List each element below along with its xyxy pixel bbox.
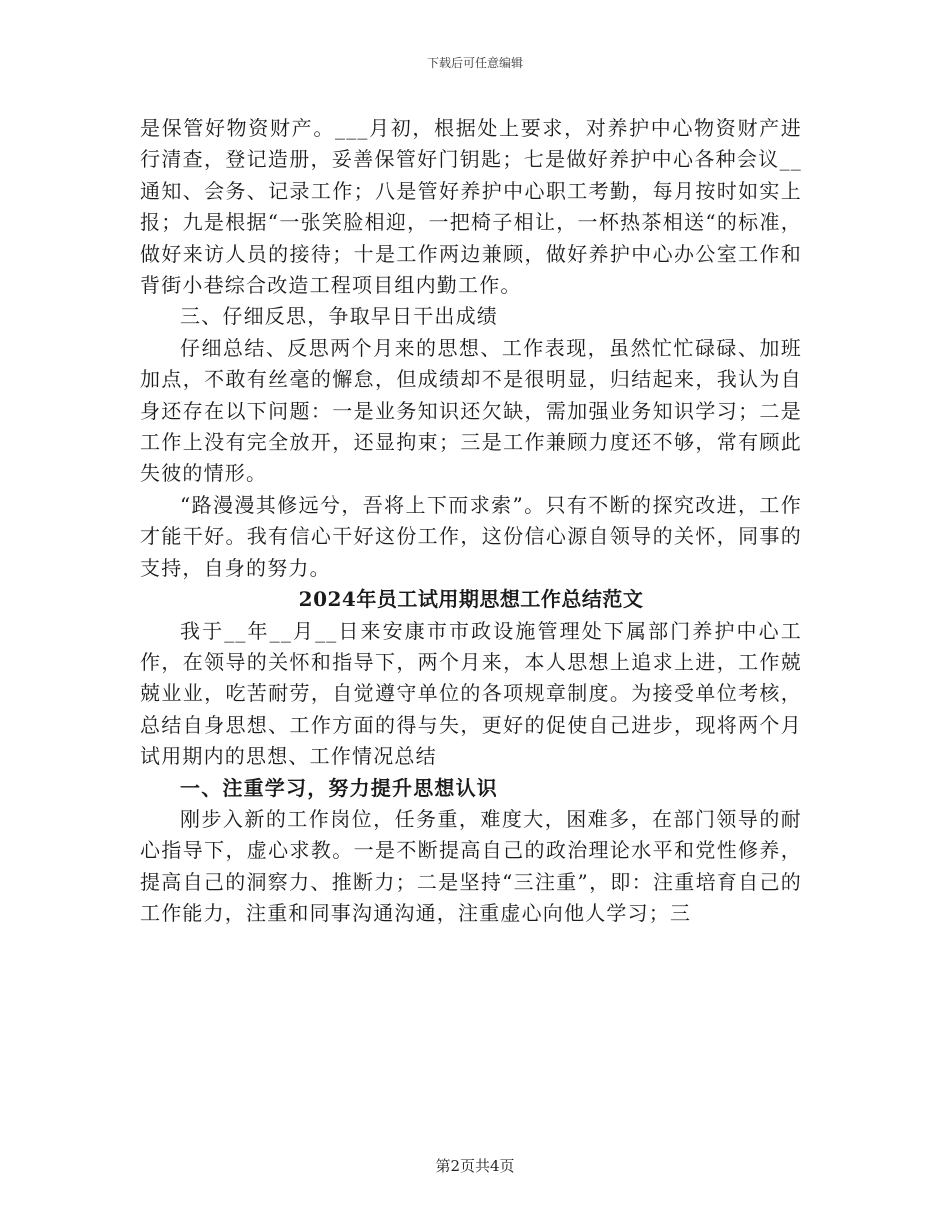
paragraph-3: “路漫漫其修远兮，吾将上下而求索”。只有不断的探究改进，工作才能干好。我有信心干好这份工作，这份信心源自领导的关怀，同事的支持，自身的努力。 [140,492,802,580]
paragraph-2: 仔细总结、反思两个月来的思想、工作表现，虽然忙忙碌碌、加班加点，不敢有丝毫的懈怠，但成绩却不是很明显，归结起来，我认为自身还存在以下问题：一是业务知识还欠缺，需加强业务知识学习；二是工作上没有完全放开，还显拘束；三是工作兼顾力度还不够，常有顾此失彼的情形。 [140,335,802,486]
paragraph-1: 是保管好物资财产。___月初，根据处上要求，对养护中心物资财产进行清查，登记造册，妥善保管好门钥匙；七是做好养护中心各种会议__通知、会务、记录工作；八是管好养护中心职工考勤，每月按时如实上报；九是根据“一张笑脸相迎，一把椅子相让，一杯热茶相送“的标准，做好来访人员的接待；十是工作两边兼顾，做好养护中心办公室工作和背街小巷综合改造工程项目组内勤工作。 [140,116,802,298]
section-heading-1: 一、注重学习，努力提升思想认识 [180,775,498,800]
paragraph-4: 我于__年__月__日来安康市市政设施管理处下属部门养护中心工作，在领导的关怀和指导下，两个月来，本人思想上追求上进，工作兢兢业业，吃苦耐劳，自觉遵守单位的各项规章制度。为接受单位考核，总结自身思想、工作方面的得与失，更好的促使自己进步，现将两个月试用期内的思想、工作情况总结 [140,618,802,769]
page-number: 第2页共4页 [435,1157,515,1175]
document-title: 2024年员工试用期思想工作总结范文 [298,587,644,612]
header-note: 下载后可任意编辑 [426,56,523,70]
document-body [140,113,802,930]
paragraph-5: 刚步入新的工作岗位，任务重，难度大，困难多，在部门领导的耐心指导下，虚心求教。一是不断提高自己的政治理论水平和党性修养，提高自己的洞察力、推断力；二是坚持“三注重”，即：注重培育自己的工作能力，注重和同事沟通沟通，注重虚心向他人学习；三 [140,806,802,926]
section-heading-3: 三、仔细反思，争取早日干出成绩 [180,304,498,329]
